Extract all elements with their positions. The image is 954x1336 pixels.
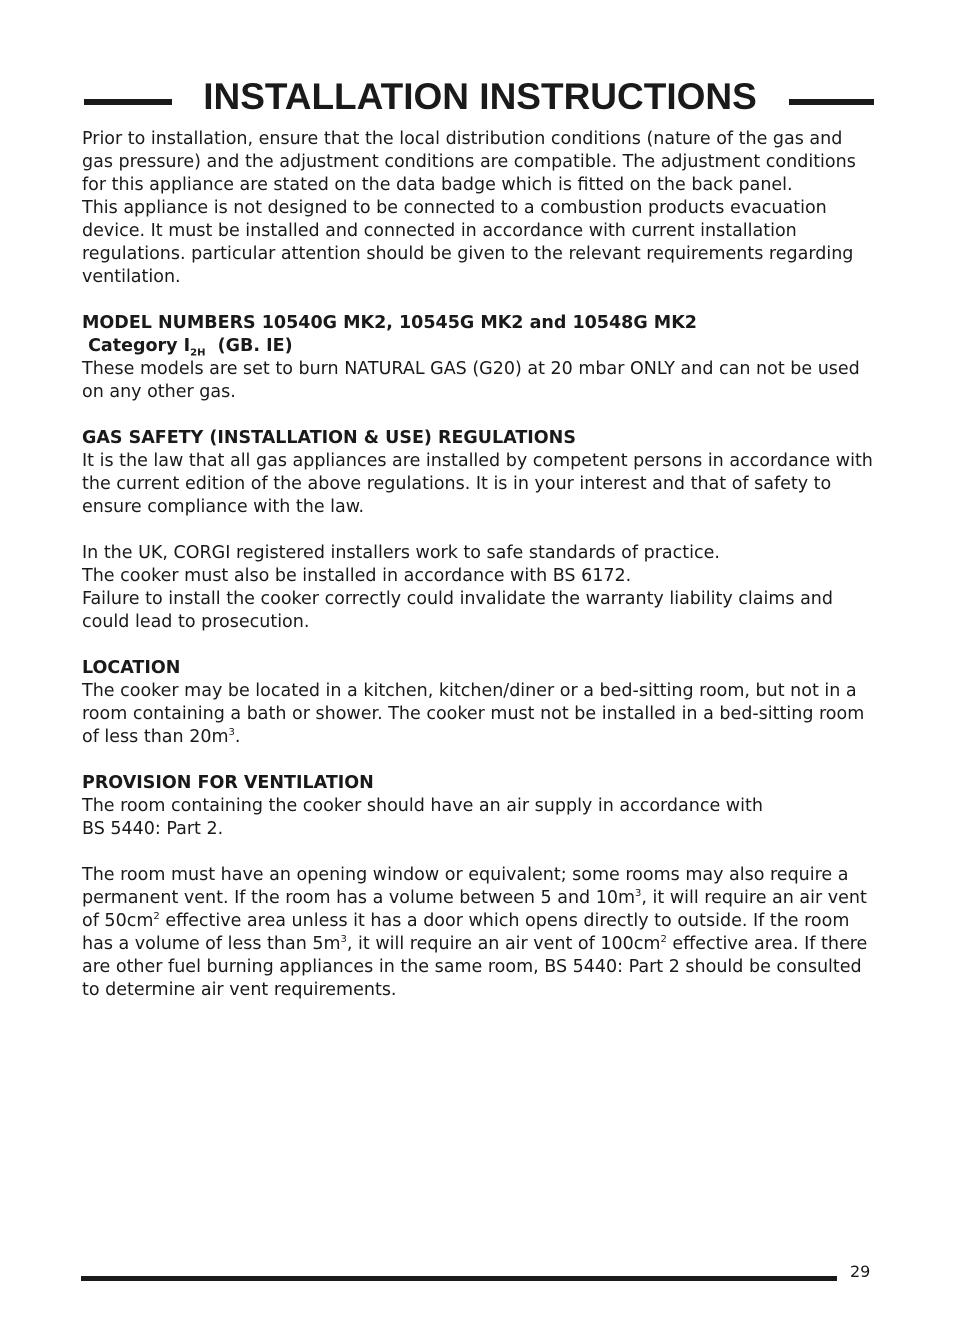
models-category: Category $I_{2H}$ (GB. IE)	[82, 336, 293, 359]
ventilation-body-1b: BS 5440: Part 2.	[82, 819, 224, 839]
intro-paragraph-1: Prior to installation, ensure that the local distribution conditions (nature of the gas and gas pressure) and the adjustment conditions are compatible. The adjustment conditions for this appliance are stated on the data badge which is fitted on the back panel.	[82, 129, 856, 195]
gas-safety-body-2: In the UK, CORGI registered installers work to safe standards of practice.	[82, 543, 720, 563]
ventilation-body-2: The room must have an opening window or equivalent; some rooms may also require a permanent vent. If the room has a volume between 5 and $10m^3$, it will require an air vent of $50cm^2$ effective area unless it has a door which opens directly to outside. If the room has a volume of less than $5m^3$, it will require an air vent of $100cm^2$ effective area. If there are other fuel burning appliances in the same room, BS 5440: Part 2 should be consulted to determine air vent requirements.	[82, 865, 868, 1000]
document-body	[82, 128, 877, 1002]
models-heading: MODEL NUMBERS 10540G MK2, 10545G MK2 and 10548G MK2	[82, 313, 697, 333]
ventilation-heading: PROVISION FOR VENTILATION	[82, 773, 374, 793]
category-subscript: 2H	[190, 347, 206, 359]
title-rule-right	[789, 99, 874, 105]
gas-safety-body-1: It is the law that all gas appliances are installed by competent persons in accordance with the current edition of the above regulations. It is in your interest and that of safety to ensure compliance with the law.	[82, 451, 873, 517]
models-body: These models are set to burn NATURAL GAS (G20) at 20 mbar ONLY and can not be used on any other gas.	[82, 359, 860, 402]
page-title: INSTALLATION INSTRUCTIONS	[203, 76, 757, 117]
location-heading: LOCATION	[82, 658, 181, 678]
gas-safety-body-4: Failure to install the cooker correctly could invalidate the warranty liability claims and could lead to prosecution.	[82, 589, 833, 632]
footer-rule	[81, 1276, 837, 1281]
gas-safety-heading: GAS SAFETY (INSTALLATION & USE) REGULATIONS	[82, 428, 576, 448]
gas-safety-body-3: The cooker must also be installed in accordance with BS 6172.	[82, 566, 632, 586]
page-number: 29	[850, 1262, 871, 1281]
location-body: The cooker may be located in a kitchen, kitchen/diner or a bed-sitting room, but not in a room containing a bath or shower. The cooker must not be installed in a bed-sitting room of less than $20m^3$.	[82, 681, 865, 747]
ventilation-body-1a: The room containing the cooker should have an air supply in accordance with	[82, 796, 763, 816]
intro-paragraph-2: This appliance is not designed to be connected to a combustion products evacuation device. It must be installed and connected in accordance with current installation regulations. particular attention should be given to the relevant requirements regarding ventilation.	[82, 198, 854, 287]
title-rule-left	[84, 99, 172, 105]
